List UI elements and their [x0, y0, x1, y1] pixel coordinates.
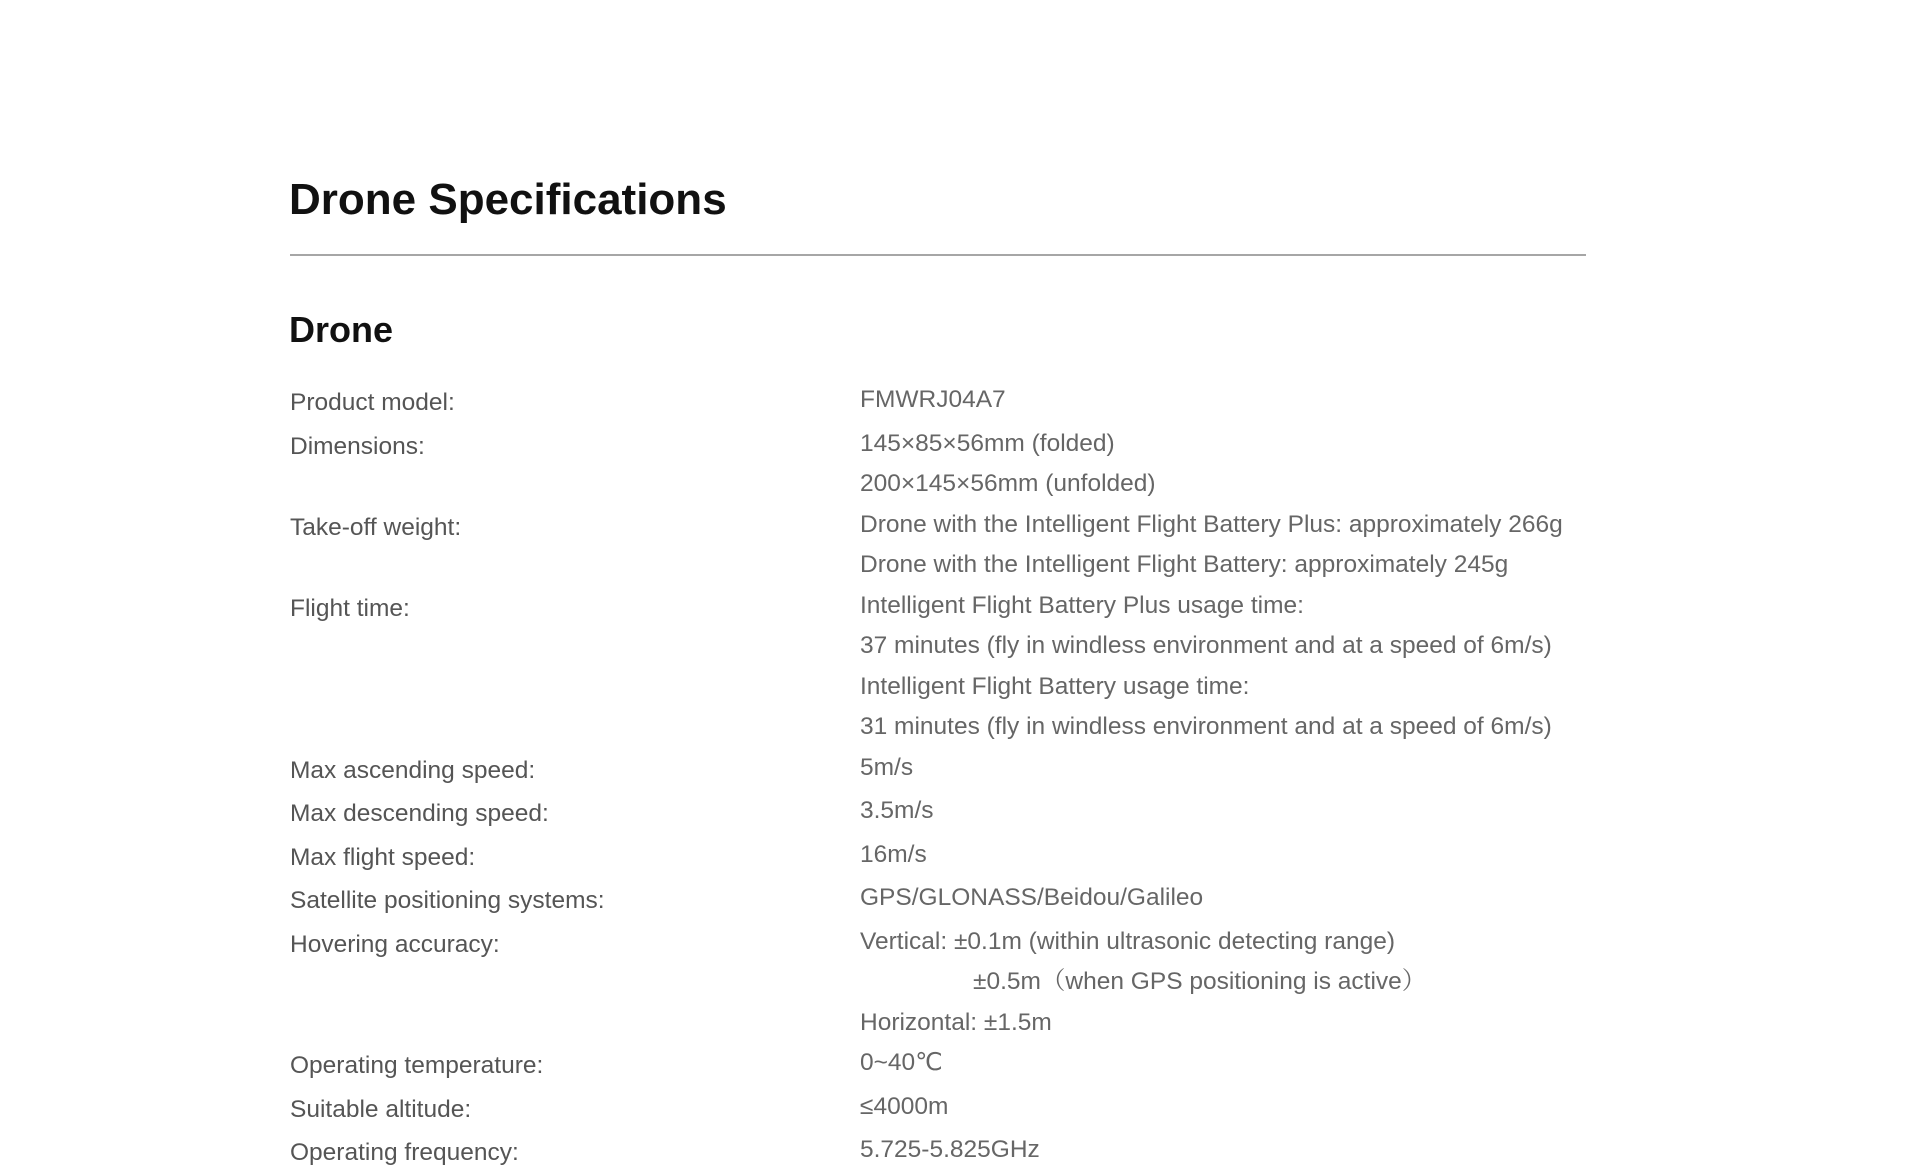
spec-label: Flight time: [290, 594, 410, 622]
spec-value: Vertical: ±0.1m (within ultrasonic detecting range) [860, 927, 1396, 955]
spec-row-suitable-altitude [290, 1087, 1620, 1131]
spec-row-product-model [290, 380, 1620, 424]
spec-value: FMWRJ04A7 [860, 386, 1006, 413]
spec-row-max-ascending-speed [290, 748, 1620, 792]
spec-row-hovering-accuracy [290, 922, 1620, 1044]
spec-row-takeoff-weight [290, 505, 1620, 586]
spec-value: 3.5m/s [860, 797, 934, 824]
spec-value: ±0.5m（when GPS positioning is active） [973, 968, 1427, 995]
spec-value: 5m/s [860, 753, 914, 781]
spec-row-satellite-positioning [290, 878, 1620, 922]
spec-label: Max ascending speed: [290, 756, 536, 784]
section-title: Drone [289, 309, 394, 350]
spec-values [860, 922, 1620, 1044]
spec-values [860, 1130, 1620, 1171]
spec-row-max-descending-speed [290, 791, 1620, 835]
spec-values [860, 1087, 1620, 1128]
spec-values [860, 505, 1620, 586]
spec-label: Hovering accuracy: [290, 930, 500, 958]
spec-row-dimensions [290, 424, 1620, 505]
spec-value: 145×85×56mm (folded) [860, 429, 1115, 457]
spec-label: Suitable altitude: [290, 1095, 472, 1123]
spec-label: Operating frequency: [290, 1139, 519, 1166]
page-title: Drone Specifications [289, 175, 727, 224]
spec-value: Drone with the Intelligent Flight Battery Plus: approximately 266g [860, 510, 1563, 538]
spec-values [860, 835, 1620, 876]
spec-value: Intelligent Flight Battery usage time: [860, 672, 1250, 700]
spec-label: Operating temperature: [290, 1052, 544, 1079]
title-divider [290, 254, 1586, 256]
spec-label: Max flight speed: [290, 843, 476, 871]
spec-values [860, 380, 1620, 421]
spec-values [860, 424, 1620, 505]
spec-row-operating-frequency [290, 1130, 1620, 1174]
spec-values [860, 1043, 1620, 1084]
spec-label: Max descending speed: [290, 800, 549, 827]
spec-value: 37 minutes (fly in windless environment and at a speed of 6m/s) [860, 632, 1552, 659]
spec-row-operating-temperature [290, 1043, 1620, 1087]
spec-value: 200×145×56mm (unfolded) [860, 470, 1156, 497]
spec-label: Take-off weight: [290, 513, 462, 541]
spec-value: Drone with the Intelligent Flight Battery: approximately 245g [860, 551, 1509, 578]
spec-value: 0~40℃ [860, 1049, 943, 1076]
spec-row-flight-time [290, 586, 1620, 748]
spec-label: Dimensions: [290, 432, 425, 460]
spec-values [860, 878, 1620, 919]
spec-value: 16m/s [860, 840, 927, 868]
spec-values [860, 586, 1620, 748]
spec-value: Intelligent Flight Battery Plus usage time: [860, 591, 1304, 619]
spec-value: GPS/GLONASS/Beidou/Galileo [860, 884, 1204, 911]
spec-row-max-flight-speed [290, 835, 1620, 879]
spec-value: 5.725-5.825GHz [860, 1136, 1040, 1163]
spec-values [860, 791, 1620, 832]
spec-label: Satellite positioning systems: [290, 887, 605, 914]
spec-label: Product model: [290, 389, 455, 416]
spec-value: Horizontal: ±1.5m [860, 1008, 1052, 1036]
spec-value: ≤4000m [860, 1092, 949, 1120]
spec-list [290, 380, 1620, 1174]
spec-values [860, 748, 1620, 789]
spec-value: 31 minutes (fly in windless environment and at a speed of 6m/s) [860, 713, 1552, 740]
